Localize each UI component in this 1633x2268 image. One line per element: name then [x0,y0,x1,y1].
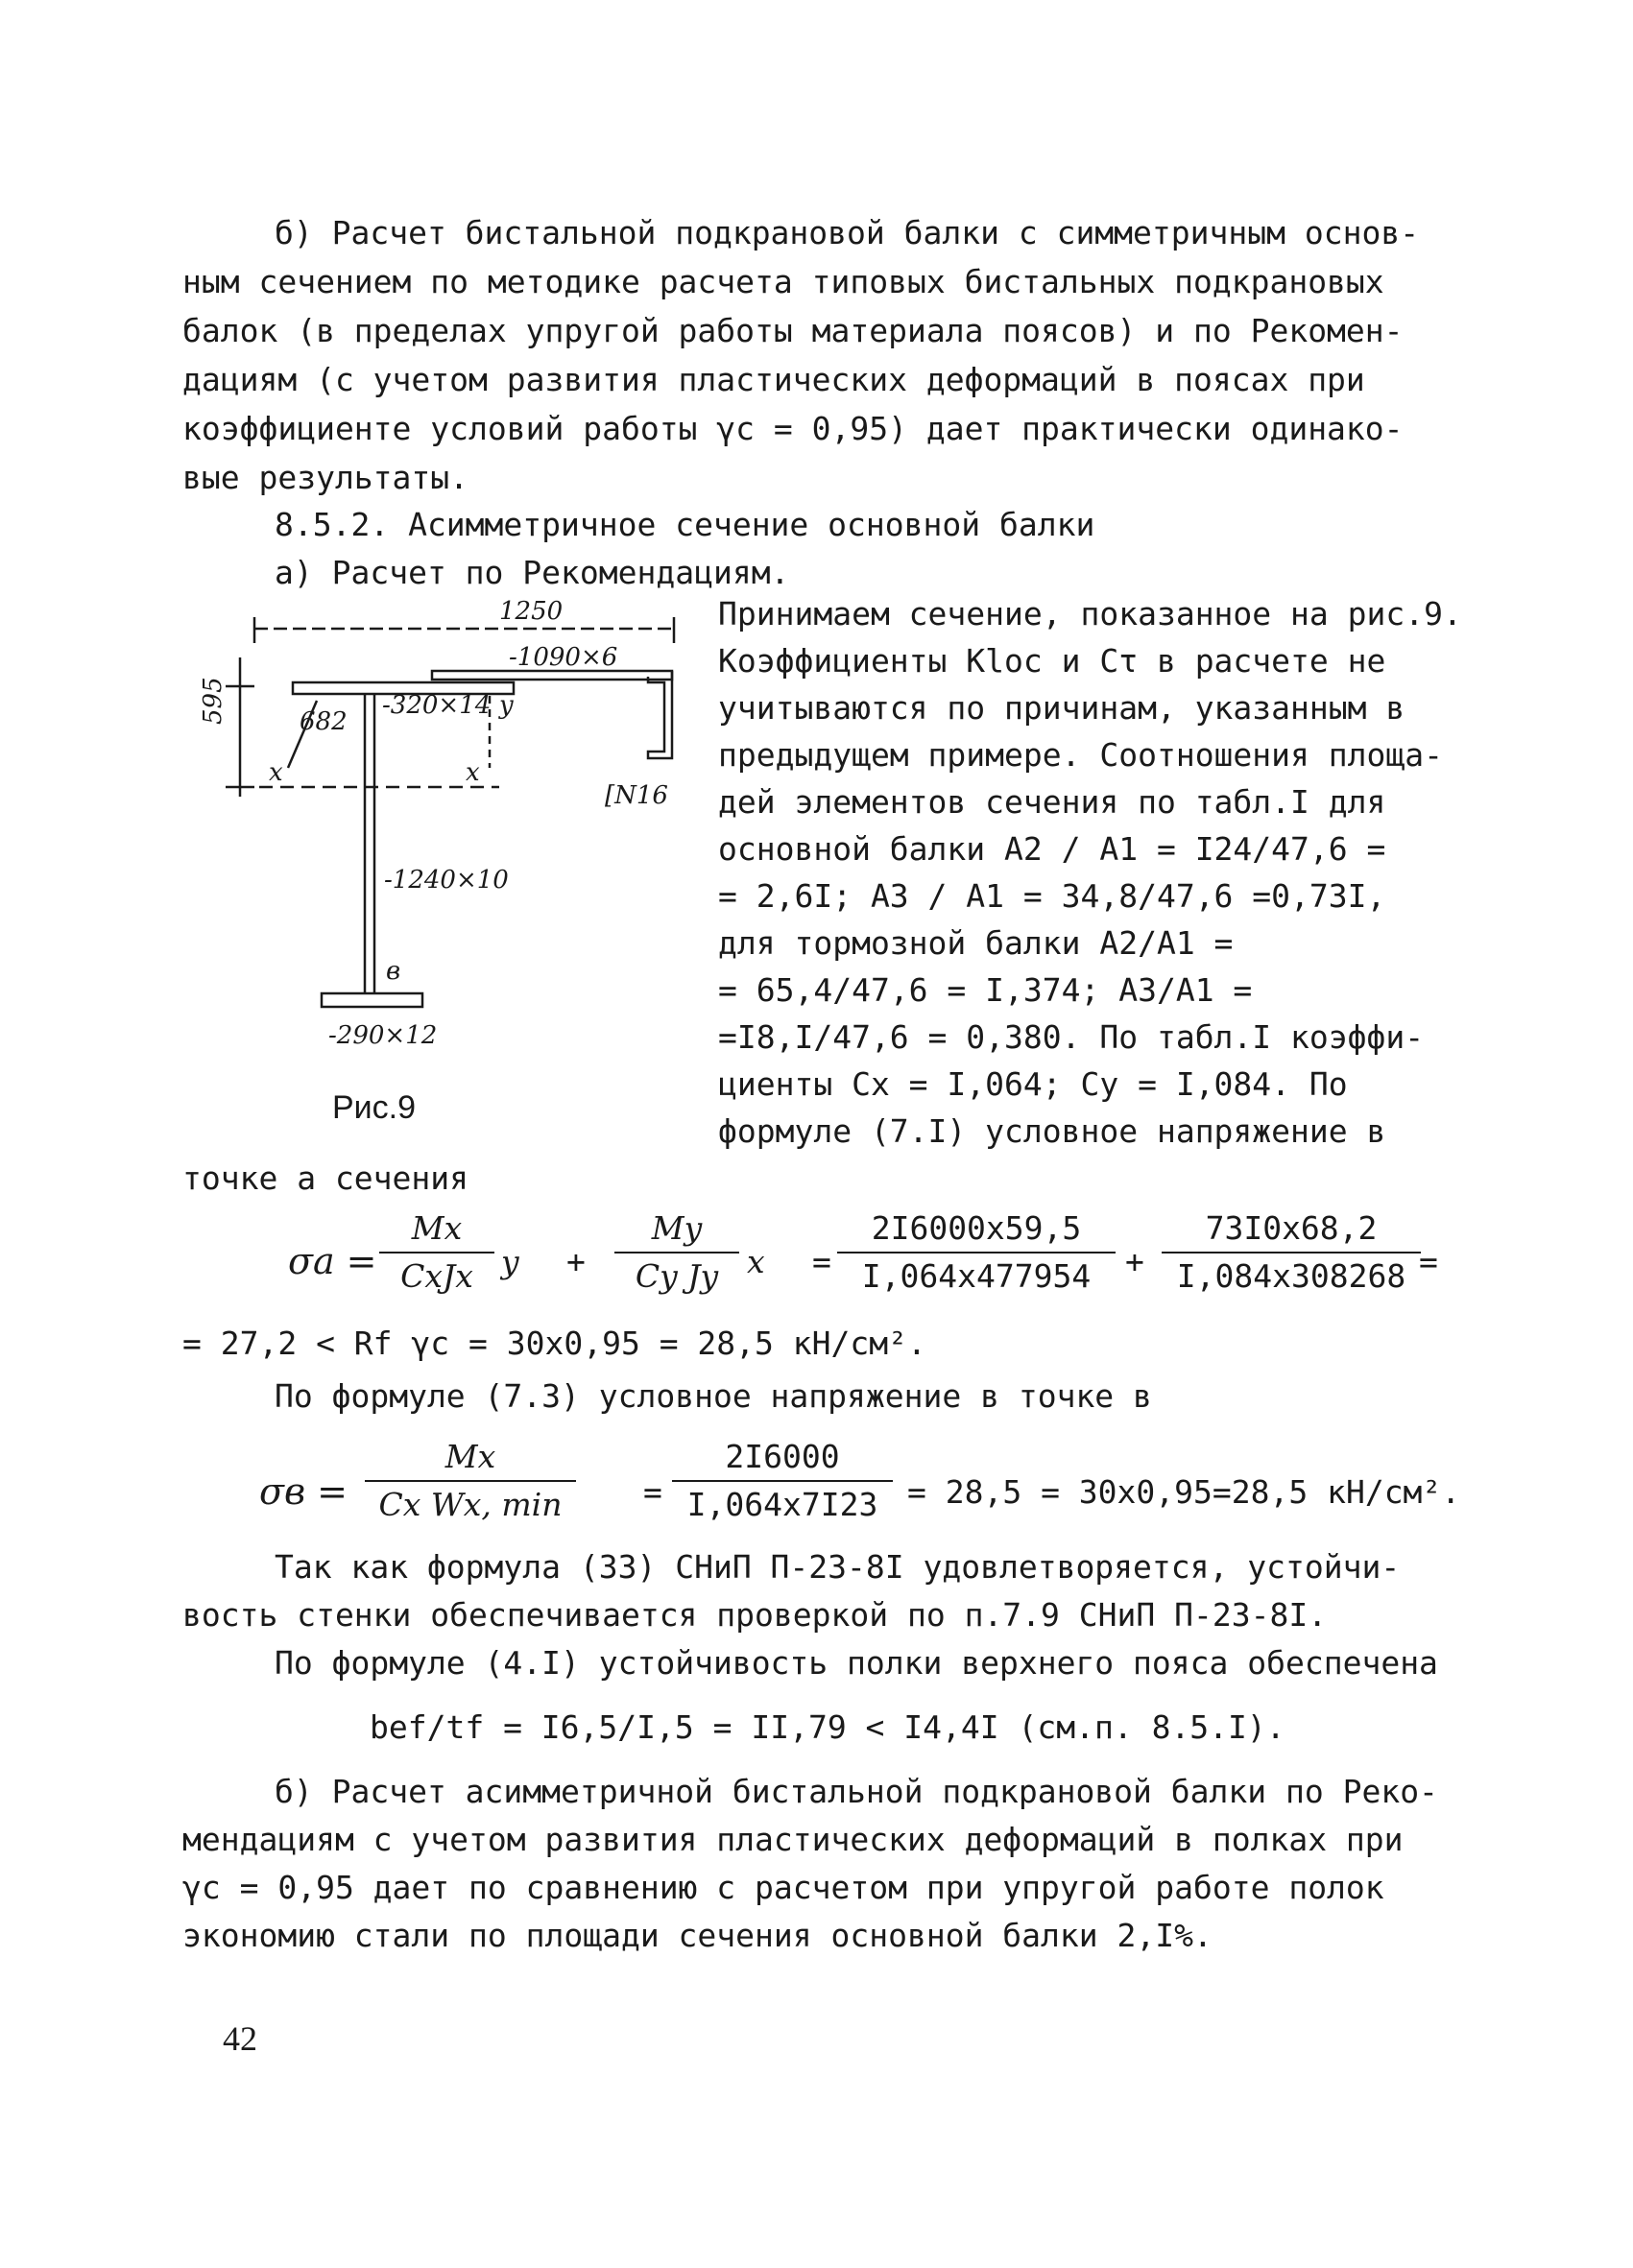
line-formula-73: По формуле (7.3) условное напряжение в точке в [275,1377,1152,1415]
formula1-tail: = [1419,1243,1438,1280]
formula1-d1: I,064x477954 [861,1257,1092,1295]
formula2-num: Mx [444,1438,496,1475]
figure-label-bottom-flange: -290×12 [328,1021,438,1050]
formula1-n2: 73I0x68,2 [1205,1209,1378,1247]
paragraph-b1-line: балок (в пределах упругой работы материала поясов) и по Рекомен- [182,312,1404,349]
formula2-den: Cx Wx, min [378,1486,563,1523]
formula3: bef/tf = I6,5/I,5 = II,79 < I4,4I (см.п. 8.5.I). [370,1708,1285,1746]
page-number: 42 [223,2019,257,2058]
right-column-line: формуле (7.I) условное напряжение в [718,1112,1386,1150]
section-heading: 8.5.2. Асимметричное сечение основной балки [275,506,1095,543]
figure-label-axis-x-right: x [466,758,480,787]
right-column-line: для тормозной балки A2/A1 = [718,924,1234,962]
formula2-tail: = 28,5 = 30x0,95=28,5 кН/см². [907,1473,1461,1511]
paragraph-b2-line: γc = 0,95 дает по сравнению с расчетом при упругой работе полок [182,1869,1384,1906]
para-33-line: вость стенки обеспечивается проверкой по п.7.9 СНиП П-23-8I. [182,1596,1328,1634]
paragraph-b1-line: дациям (с учетом развития пластических деформаций в поясах при [182,361,1365,398]
formula1-term1-den: CxJx [400,1257,473,1295]
formula1-lhs: σa = [288,1240,377,1282]
formula1-plus: + [566,1243,586,1280]
formula2-symbolic [365,1436,576,1526]
formula1-result: = 27,2 < Rf γc = 30x0,95 = 28,5 кН/см². [182,1325,926,1362]
paragraph-b1-line: б) Расчет бистальной подкрановой балки с симметричным основ- [275,214,1420,251]
figure-9-section-drawing [199,590,710,1070]
formula2-d: I,064x7I23 [686,1486,878,1523]
para-33-line: Так как формула (33) СНиП П-23-8I удовлетворяется, устойчи- [275,1548,1401,1586]
formula1-fraction2 [1162,1207,1421,1298]
right-column-line: Коэффициенты Kloc и Cτ в расчете не [718,642,1386,680]
right-column-line: циенты Cx = I,064; Cy = I,084. По [718,1065,1348,1103]
formula1-plus2: + [1125,1243,1144,1280]
paragraph-b2-line: экономию стали по площади сечения основной балки 2,I%. [182,1917,1213,1954]
figure-label-point-b: в [386,957,401,986]
formula1-n1: 2I6000x59,5 [871,1209,1082,1247]
right-column-line: дей элементов сечения по табл.I для [718,783,1386,821]
figure-label-brake-plate: -1090×6 [509,643,618,672]
formula1-term2-num: My [651,1209,703,1247]
right-column-line: учитываются по причинам, указанным в [718,689,1405,727]
formula2-numeric [672,1436,893,1526]
formula2-n: 2I6000 [725,1438,840,1475]
right-column-line: = 2,6I; A3 / A1 = 34,8/47,6 =0,73I, [718,877,1386,915]
formula1-term1-num: Mx [411,1209,463,1247]
formula1-term1-var: y [501,1243,519,1280]
figure-label-top-width: 1250 [499,597,564,626]
paragraph-b1-line: коэффициенте условий работы γc = 0,95) дает практически одинако- [182,410,1404,447]
formula1-eq: = [812,1243,831,1280]
paragraph-b2-line: б) Расчет асимметричной бистальной подкрановой балки по Реко- [275,1773,1438,1810]
formula1-fraction1 [837,1207,1116,1298]
formula1-d2: I,084x308268 [1176,1257,1406,1295]
right-column-line: = 65,4/47,6 = I,374; A3/A1 = [718,971,1253,1009]
subheading-a: а) Расчет по Рекомендациям. [275,554,790,591]
figure-label-height: 595 [199,677,228,725]
right-column-line: =I8,I/47,6 = 0,380. По табл.I коэффи- [718,1018,1425,1056]
figure-label-dist: 682 [300,707,348,736]
formula1-term2 [614,1207,739,1298]
right-column-line: Принимаем сечение, показанное на рис.9. [718,595,1462,633]
formula1-term2-var: x [747,1243,765,1280]
paragraph-b2-line: мендациям с учетом развития пластических деформаций в полках при [182,1821,1404,1858]
formula1-term1 [379,1207,494,1298]
formula1-term2-den: Cy Jy [635,1257,719,1295]
line-formula-41: По формуле (4.I) устойчивость полки верхнего пояса обеспечена [275,1644,1438,1682]
figure-label-top-flange: -320×14 [382,691,492,720]
formula2-eq: = [643,1473,662,1511]
figure-caption: Рис.9 [332,1089,417,1126]
after-figure-line: точке a сечения [182,1159,469,1197]
figure-label-web: -1240×10 [384,866,509,895]
formula2-lhs: σв = [259,1470,348,1513]
figure-label-channel: [N16 [605,781,668,810]
figure-label-axis-y: y [499,691,514,720]
paragraph-b1-line: ным сечением по методике расчета типовых бистальных подкрановых [182,263,1384,300]
paragraph-b1-line: вые результаты. [182,459,469,496]
right-column-line: предыдущем примере. Соотношения площа- [718,736,1443,774]
figure-label-axis-x-left: x [269,758,283,787]
right-column-line: основной балки A2 / A1 = I24/47,6 = [718,830,1386,868]
